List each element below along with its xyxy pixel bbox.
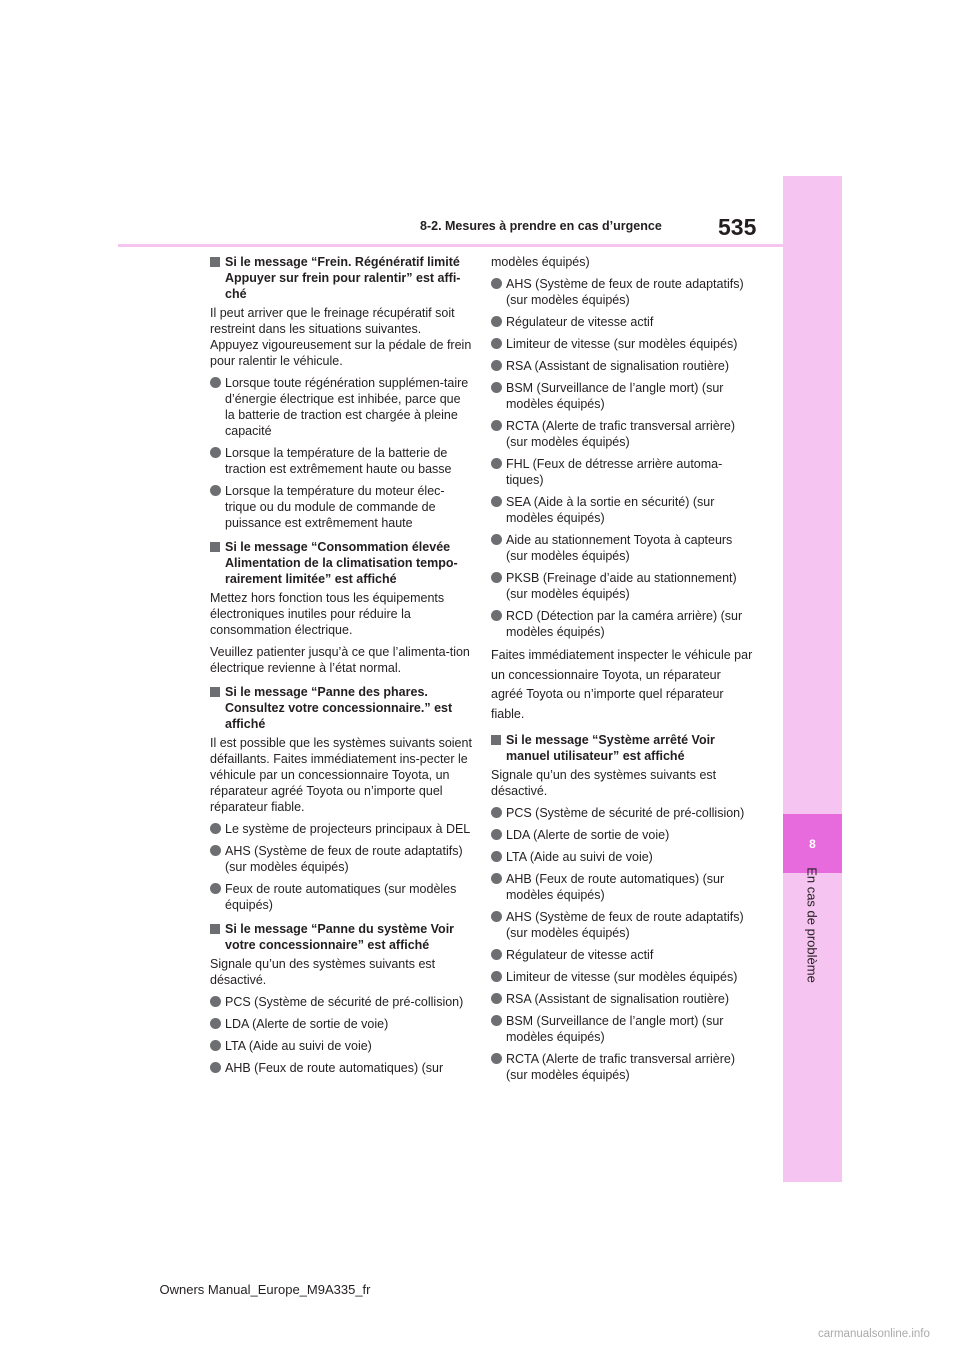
circle-bullet-icon [491, 971, 502, 982]
circle-bullet-icon [491, 534, 502, 545]
list-item [210, 994, 472, 1010]
text: RCD (Détection par la caméra arrière) (sur modèles équipés) [506, 609, 743, 639]
text: Régulateur de vitesse actif [506, 948, 654, 962]
text: modèles équipés) [491, 255, 590, 269]
list-item [491, 1051, 753, 1083]
text: Lorsque la température de la batterie de traction est extrêmement haute ou basse [225, 446, 452, 476]
list-item [491, 805, 753, 821]
list-item [491, 380, 753, 412]
paragraph [491, 767, 753, 799]
list-item [210, 821, 472, 837]
paragraph [210, 956, 472, 988]
list-item [491, 909, 753, 941]
footer-text: Owners Manual_Europe_M9A335_fr [159, 1282, 371, 1297]
text: LTA (Aide au suivi de voie) [506, 850, 653, 864]
text: RSA (Assistant de signalisation routière) [506, 992, 730, 1006]
paragraph [210, 305, 472, 369]
text: AHS (Système de feux de route adaptatifs) (sur modèles équipés) [506, 910, 744, 940]
list-item [491, 827, 753, 843]
circle-bullet-icon [210, 883, 221, 894]
side-chapter-tab [783, 176, 842, 1182]
text: AHB (Feux de route automatiques) (sur [225, 1061, 444, 1075]
text: PCS (Système de sécurité de pré-collision) [225, 995, 464, 1009]
circle-bullet-icon [491, 911, 502, 922]
text: Si le message “Système arrêté Voir manuel utilisateur” est affiché [506, 733, 715, 763]
text: Limiteur de vitesse (sur modèles équipés) [506, 970, 738, 984]
circle-bullet-icon [210, 1062, 221, 1073]
text: Si le message “Consommation élevée Alimentation de la climatisation tempo-rairement limitée” est affiché [225, 540, 458, 586]
circle-bullet-icon [491, 278, 502, 289]
chapter-number-box [783, 814, 842, 873]
square-bullet-icon [210, 257, 220, 267]
text: Si le message “Frein. Régénératif limité Appuyer sur frein pour ralentir” est affi-ché [225, 255, 461, 301]
watermark: carmanualsonline.info [818, 1328, 930, 1340]
text: BSM (Surveillance de l’angle mort) (sur modèles équipés) [506, 1014, 724, 1044]
text: PKSB (Freinage d’aide au stationnement) (sur modèles équipés) [506, 571, 737, 601]
list-item [210, 375, 472, 439]
list-item [491, 494, 753, 526]
section-heading [210, 254, 472, 302]
circle-bullet-icon [491, 316, 502, 327]
circle-bullet-icon [210, 485, 221, 496]
text: Il peut arriver que le freinage récupératif soit restreint dans les situations suivantes. Appuyez vigoureusement sur la pédale de frein pour ralentir le véhicule. [210, 306, 472, 368]
paragraph [491, 254, 753, 270]
text: Veuillez patienter jusqu’à ce que l’alimenta-tion électrique revienne à l’état normal. [210, 645, 470, 675]
circle-bullet-icon [491, 807, 502, 818]
square-bullet-icon [210, 687, 220, 697]
list-item [491, 418, 753, 450]
list-item [491, 871, 753, 903]
list-item [210, 483, 472, 531]
list-item [491, 991, 753, 1007]
circle-bullet-icon [491, 873, 502, 884]
list-item [491, 276, 753, 308]
circle-bullet-icon [491, 1015, 502, 1026]
list-item [491, 969, 753, 985]
right-column [491, 254, 753, 1089]
section-heading [210, 921, 472, 953]
circle-bullet-icon [491, 420, 502, 431]
circle-bullet-icon [491, 382, 502, 393]
list-item [491, 358, 753, 374]
text: Lorsque la température du moteur élec-trique ou du module de commande de puissance est extrêmement haute [225, 484, 445, 530]
section-title: 8-2. Mesures à prendre en cas d’urgence [420, 219, 662, 233]
text: BSM (Surveillance de l’angle mort) (sur modèles équipés) [506, 381, 724, 411]
text: Signale qu’un des systèmes suivants est désactivé. [491, 768, 717, 798]
text: Faites immédiatement inspecter le véhicule par un concessionnaire Toyota, un réparateur agréé Toyota ou n’importe quel réparateur fiable. [491, 648, 753, 721]
list-item [491, 456, 753, 488]
square-bullet-icon [491, 735, 501, 745]
text: RSA (Assistant de signalisation routière) [506, 359, 730, 373]
text: FHL (Feux de détresse arrière automa-tiques) [506, 457, 723, 487]
circle-bullet-icon [491, 993, 502, 1004]
text: AHB (Feux de route automatiques) (sur modèles équipés) [506, 872, 725, 902]
paragraph [210, 590, 472, 638]
text: Régulateur de vitesse actif [506, 315, 654, 329]
list-item [491, 947, 753, 963]
section-heading [210, 684, 472, 732]
list-item [210, 881, 472, 913]
circle-bullet-icon [491, 610, 502, 621]
circle-bullet-icon [491, 360, 502, 371]
list-item [210, 1060, 472, 1076]
circle-bullet-icon [491, 572, 502, 583]
list-item [210, 843, 472, 875]
text: Signale qu’un des systèmes suivants est désactivé. [210, 957, 436, 987]
circle-bullet-icon [491, 829, 502, 840]
list-item [210, 1016, 472, 1032]
text: PCS (Système de sécurité de pré-collision) [506, 806, 745, 820]
text: Si le message “Panne des phares. Consultez votre concessionnaire.” est affiché [225, 685, 453, 731]
list-item [491, 1013, 753, 1045]
paragraph [210, 644, 472, 676]
text: Mettez hors fonction tous les équipements électroniques inutiles pour réduire la consommation électrique. [210, 591, 445, 637]
text: Limiteur de vitesse (sur modèles équipés) [506, 337, 738, 351]
paragraph [491, 646, 753, 724]
text: LDA (Alerte de sortie de voie) [225, 1017, 389, 1031]
circle-bullet-icon [210, 823, 221, 834]
circle-bullet-icon [210, 1040, 221, 1051]
list-item [210, 445, 472, 477]
list-item [491, 570, 753, 602]
circle-bullet-icon [491, 949, 502, 960]
text: AHS (Système de feux de route adaptatifs) (sur modèles équipés) [225, 844, 463, 874]
section-heading [210, 539, 472, 587]
left-column [210, 254, 472, 1082]
list-item [210, 1038, 472, 1054]
circle-bullet-icon [491, 1053, 502, 1064]
chapter-title: En cas de problème [804, 867, 820, 983]
circle-bullet-icon [491, 338, 502, 349]
text: Le système de projecteurs principaux à DEL [225, 822, 471, 836]
list-item [491, 532, 753, 564]
circle-bullet-icon [210, 996, 221, 1007]
page-number: 535 [718, 214, 757, 240]
circle-bullet-icon [210, 1018, 221, 1029]
chapter-number: 8 [809, 836, 816, 851]
circle-bullet-icon [491, 851, 502, 862]
text: Il est possible que les systèmes suivants soient défaillants. Faites immédiatement ins-pecter le véhicule par un concessionnaire Toyota, un réparateur agréé Toyota ou n’importe quel réparateur fiable. [210, 736, 472, 814]
circle-bullet-icon [491, 458, 502, 469]
list-item [491, 849, 753, 865]
text: LTA (Aide au suivi de voie) [225, 1039, 372, 1053]
square-bullet-icon [210, 924, 220, 934]
list-item [491, 314, 753, 330]
text: Lorsque toute régénération supplémen-taire d’énergie électrique est inhibée, parce que la batterie de traction est chargée à pleine capacité [225, 376, 469, 438]
circle-bullet-icon [210, 377, 221, 388]
text: LDA (Alerte de sortie de voie) [506, 828, 670, 842]
header-rule [118, 244, 783, 247]
footer [0, 1282, 960, 1297]
circle-bullet-icon [491, 496, 502, 507]
list-item [491, 336, 753, 352]
text: Feux de route automatiques (sur modèles équipés) [225, 882, 457, 912]
text: AHS (Système de feux de route adaptatifs) (sur modèles équipés) [506, 277, 744, 307]
section-heading [491, 732, 753, 764]
square-bullet-icon [210, 542, 220, 552]
text: Aide au stationnement Toyota à capteurs (sur modèles équipés) [506, 533, 733, 563]
circle-bullet-icon [210, 447, 221, 458]
list-item [491, 608, 753, 640]
paragraph [210, 735, 472, 815]
circle-bullet-icon [210, 845, 221, 856]
text: Si le message “Panne du système Voir votre concessionnaire” est affiché [225, 922, 455, 952]
text: RCTA (Alerte de trafic transversal arrière) (sur modèles équipés) [506, 419, 735, 449]
text: SEA (Aide à la sortie en sécurité) (sur modèles équipés) [506, 495, 715, 525]
text: RCTA (Alerte de trafic transversal arrière) (sur modèles équipés) [506, 1052, 735, 1082]
